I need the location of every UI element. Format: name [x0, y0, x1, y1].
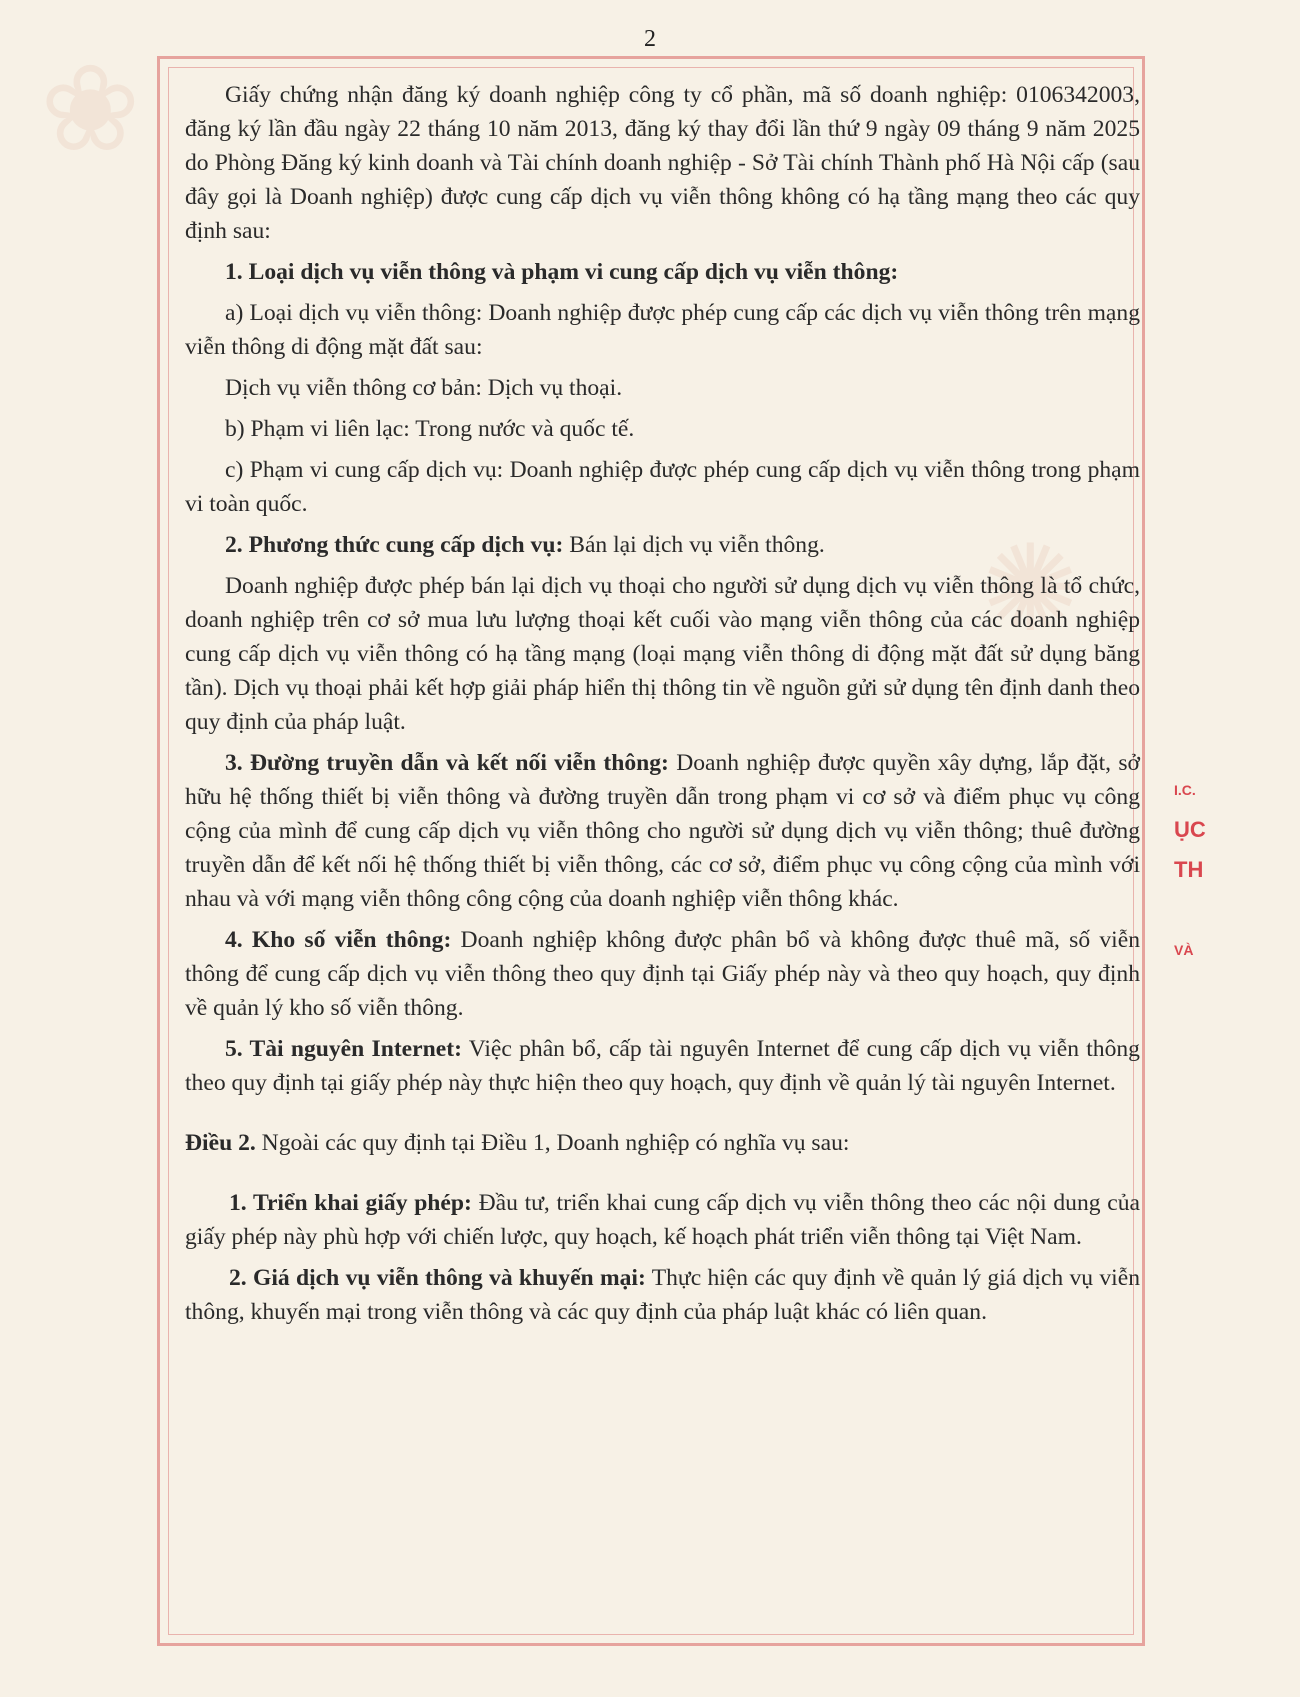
- stamp-fragment: TH: [1174, 857, 1204, 882]
- section-1-heading: 1. Loại dịch vụ viễn thông và phạm vi cung cấp dịch vụ viễn thông:: [225, 259, 899, 285]
- stamp-fragment: I.C.: [1174, 782, 1196, 798]
- article-2-item-1-heading: 1. Triển khai giấy phép:: [229, 1190, 472, 1216]
- article-2-item-2-text: Thực hiện các quy định về quản lý giá dịch vụ viễn thông, khuyến mại trong viễn thông và các quy định của pháp luật khác có liên quan.: [185, 1265, 1140, 1325]
- section-4-text: Doanh nghiệp không được phân bổ và không được thuê mã, số viễn thông để cung cấp dịch vụ viễn thông theo quy định tại Giấy phép này và theo quy hoạch, quy định về quản lý kho số viễn thông.: [185, 927, 1140, 1021]
- section-1b: b) Phạm vi liên lạc: Trong nước và quốc tế.: [225, 416, 635, 442]
- background-watermark: ❀: [40, 40, 141, 179]
- section-1c: c) Phạm vi cung cấp dịch vụ: Doanh nghiệp được phép cung cấp dịch vụ viễn thông trong phạm vi toàn quốc.: [185, 457, 1140, 517]
- section-3: [185, 746, 1140, 916]
- section-2: [185, 528, 1140, 562]
- article-2-item-1: [185, 1186, 1140, 1254]
- background-watermark: ✺: [980, 520, 1081, 659]
- article-2: [185, 1126, 1140, 1160]
- section-3-text: Doanh nghiệp được quyền xây dựng, lắp đặt, sở hữu hệ thống thiết bị viễn thông và đường truyền dẫn trong phạm vi cơ sở và điểm phục vụ công cộng của mình để cung cấp dịch vụ viễn thông cho người sử dụng dịch vụ viễn thông; thuê đường truyền dẫn để kết nối hệ thống thiết bị viễn thông, các cơ sở, điểm phục vụ công cộng của mình với nhau và với mạng viễn thông công cộng của doanh nghiệp viễn thông khác.: [185, 750, 1140, 912]
- section-2-heading: 2. Phương thức cung cấp dịch vụ:: [225, 532, 564, 558]
- article-2-item-1-text: Đầu tư, triển khai cung cấp dịch vụ viễn thông theo các nội dung của giấy phép này phù hợp với chiến lược, quy hoạch, kế hoạch phát triển viễn thông tại Việt Nam.: [185, 1190, 1140, 1250]
- article-2-text: Ngoài các quy định tại Điều 1, Doanh nghiệp có nghĩa vụ sau:: [255, 1130, 850, 1156]
- article-2-label: Điều 2.: [185, 1130, 256, 1156]
- document-body: [185, 78, 1140, 1336]
- stamp-fragment: ỤC: [1174, 817, 1206, 842]
- section-2-text: Bán lại dịch vụ viễn thông.: [563, 532, 825, 558]
- section-5: [185, 1032, 1140, 1100]
- section-1-basic-service: Dịch vụ viễn thông cơ bản: Dịch vụ thoại.: [225, 375, 623, 401]
- article-2-item-2: [185, 1261, 1140, 1329]
- section-5-heading: 5. Tài nguyên Internet:: [225, 1036, 462, 1062]
- article-2-item-2-heading: 2. Giá dịch vụ viễn thông và khuyến mại:: [229, 1265, 646, 1291]
- section-4: [185, 923, 1140, 1025]
- section-5-text: Việc phân bổ, cấp tài nguyên Internet để cung cấp dịch vụ viễn thông theo quy định tại giấy phép này thực hiện theo quy hoạch, quy định về quản lý tài nguyên Internet.: [185, 1036, 1140, 1096]
- stamp-fragment: VÀ: [1174, 942, 1194, 958]
- section-4-heading: 4. Kho số viễn thông:: [225, 927, 452, 953]
- section-3-heading: 3. Đường truyền dẫn và kết nối viễn thông:: [225, 750, 669, 776]
- page-number: 2: [644, 26, 656, 52]
- intro-paragraph: Giấy chứng nhận đăng ký doanh nghiệp công ty cổ phần, mã số doanh nghiệp: 0106342003, đăng ký lần đầu ngày 22 tháng 10 năm 2013, đăng ký thay đổi lần thứ 9 ngày 09 tháng 9 năm 2025 do Phòng Đăng ký kinh doanh và Tài chính doanh nghiệp - Sở Tài chính Thành phố Hà Nội cấp (sau đây gọi là Doanh nghiệp) được cung cấp dịch vụ viễn thông không có hạ tầng mạng theo các quy định sau:: [185, 82, 1140, 244]
- section-1a: a) Loại dịch vụ viễn thông: Doanh nghiệp được phép cung cấp các dịch vụ viễn thông trên mạng viễn thông di động mặt đất sau:: [185, 300, 1140, 360]
- section-2-detail: Doanh nghiệp được phép bán lại dịch vụ thoại cho người sử dụng dịch vụ viễn thông là tổ chức, doanh nghiệp trên cơ sở mua lưu lượng thoại kết cuối vào mạng viễn thông của các doanh nghiệp cung cấp dịch vụ viễn thông có hạ tầng mạng (loại mạng viễn thông di động mặt đất sử dụng băng tần). Dịch vụ thoại phải kết hợp giải pháp hiển thị thông tin về nguồn gửi sử dụng tên định danh theo quy định của pháp luật.: [185, 573, 1140, 735]
- red-stamp-edge: [1174, 770, 1206, 1000]
